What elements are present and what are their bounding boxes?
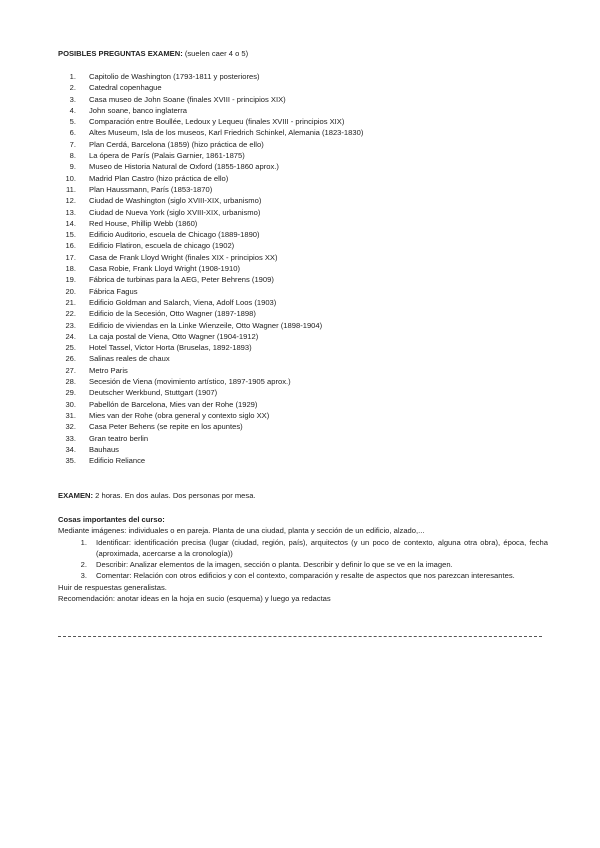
list-item: 12. Ciudad de Washington (siglo XVIII-XIX, urbanismo) [65,196,262,206]
important-section [58,514,548,604]
step-identificar: Identificar: identificación precisa (lugar (ciudad, región, país), arquitectos (y un poco de contexto, alguna otra obra), época, fecha (aproximada, acercarse a la cronología)) [96,537,548,558]
list-item: 20. Fábrica Fagus [65,286,138,296]
note-generalistas: Huir de respuestas generalistas. [58,582,167,592]
question-text: Edificio Reliance [89,456,146,466]
question-text: Edificio de viviendas en la Linke Wienzeile, Otto Wagner (1898-1904) [89,320,323,330]
question-text: Mies van der Rohe (obra general y contexto siglo XX) [89,410,270,420]
question-text: Edificio Auditorio, escuela de Chicago (1889-1890) [89,230,260,240]
list-item: 30. Pabellón de Barcelona, Mies van der Rohe (1929) [65,399,258,409]
list-item: 26. Salinas reales de chaux [65,354,170,364]
exam-questions-heading [58,48,248,59]
question-text: Edificio Flatiron, escuela de chicago (1902) [89,241,235,251]
important-intro: Mediante imágenes: individuales o en pareja. Planta de una ciudad, planta y sección de un edificio, alzado,... [58,526,425,536]
question-text: Secesión de Viena (movimiento artístico, 1897-1905 aprox.) [89,377,291,387]
question-text: Capitolio de Washington (1793-1811 y posteriores) [89,72,260,81]
exam-label: EXAMEN: [58,491,94,500]
question-text: Comparación entre Boullée, Ledoux y Lequeu (finales XVIII - principios XIX) [89,117,345,127]
question-text: Madrid Plan Castro (hizo práctica de ello) [89,173,229,183]
question-text: Altes Museum, Isla de los museos, Karl Friedrich Schinkel, Alemania (1823-1830) [89,128,364,138]
list-item: 21. Edificio Goldman and Salarch, Viena, Adolf Loos (1903) [65,297,277,307]
step-describir: Describir: Analizar elementos de la imagen, sección o planta. Describir y definir lo que se ve en la imagen. [96,560,453,570]
list-item: 34. Bauhaus [65,444,119,454]
question-text: Metro Paris [89,365,128,375]
question-text: Casa Robie, Frank Lloyd Wright (1908-1910) [89,264,240,274]
list-item: 17. Casa de Frank Lloyd Wright (finales XIX - principios XX) [65,252,278,262]
list-item: 18. Casa Robie, Frank Lloyd Wright (1908-1910) [65,264,240,274]
question-text: Pabellón de Barcelona, Mies van der Rohe (1929) [89,399,258,409]
question-text: Bauhaus [89,444,119,454]
list-item: 31. Mies van der Rohe (obra general y contexto siglo XX) [65,410,270,420]
exam-text: 2 horas. En dos aulas. Dos personas por mesa. [93,491,256,500]
question-text: Museo de Historia Natural de Oxford (1855-1860 aprox.) [89,162,279,172]
note-recomendacion: Recomendación: anotar ideas en la hoja en sucio (esquema) y luego ya redactas [58,594,331,604]
question-text: Fábrica Fagus [89,286,138,296]
list-item: 1. Capitolio de Washington (1793-1811 y posteriores) [69,72,260,81]
list-item: 4. John soane, banco inglaterra [69,105,187,115]
question-text: Casa de Frank Lloyd Wright (finales XIX - principios XX) [89,252,278,262]
list-item: 35. Edificio Reliance [65,456,146,466]
list-item: 5. Comparación entre Boullée, Ledoux y Lequeu (finales XVIII - principios XIX) [69,117,345,127]
heading-title: POSIBLES PREGUNTAS EXAMEN: [58,49,183,58]
question-text: Casa Peter Behens (se repite en los apuntes) [89,422,243,432]
list-item: 23. Edificio de viviendas en la Linke Wienzeile, Otto Wagner (1898-1904) [65,320,323,330]
list-item: 6. Altes Museum, Isla de los museos, Karl Friedrich Schinkel, Alemania (1823-1830) [69,128,364,138]
list-item: 14. Red House, Phillip Webb (1860) [65,218,198,228]
list-item: 2. Catedral copenhague [69,83,162,93]
question-text: Edificio Goldman and Salarch, Viena, Adolf Loos (1903) [89,297,277,307]
question-text: Casa museo de John Soane (finales XVIII - principios XIX) [89,94,286,104]
question-text: Plan Haussmann, París (1853-1870) [89,184,213,194]
question-text: John soane, banco inglaterra [89,105,187,115]
list-item: 25. Hotel Tassel, Victor Horta (Bruselas, 1892-1893) [65,343,252,353]
question-text: Catedral copenhague [89,83,162,93]
question-text: Red House, Phillip Webb (1860) [89,218,198,228]
list-item: 3. Casa museo de John Soane (finales XVIII - principios XIX) [69,94,286,104]
list-item: 15. Edificio Auditorio, escuela de Chicago (1889-1890) [65,230,260,240]
list-item: 33. Gran teatro berlin [65,433,149,443]
list-item: 19. Fábrica de turbinas para la AEG, Peter Behrens (1909) [65,275,274,285]
question-text: Plan Cerdá, Barcelona (1859) (hizo práctica de ello) [89,139,264,149]
question-text: Edificio de la Secesión, Otto Wagner (1897-1898) [89,309,256,319]
dashed-divider [58,636,542,637]
steps-list [58,537,548,582]
step-comentar: Comentar: Relación con otros edificios y con el contexto, comparación y resalte de aspectos que nos parezcan interesantes. [96,571,515,581]
question-text: Fábrica de turbinas para la AEG, Peter Behrens (1909) [89,275,274,285]
list-item: 3. Comentar: Relación con otros edificios y con el contexto, comparación y resalte de aspectos que nos parezcan interesantes. [58,570,548,581]
list-item: 8. La ópera de París (Palais Garnier, 1861-1875) [69,151,245,161]
list-item: 24. La caja postal de Viena, Otto Wagner (1904-1912) [65,331,259,341]
question-text: La ópera de París (Palais Garnier, 1861-1875) [89,151,245,161]
question-text: Deutscher Werkbund, Stuttgart (1907) [89,388,218,398]
question-text: Gran teatro berlin [89,433,149,443]
list-item: 16. Edificio Flatiron, escuela de chicago (1902) [65,241,235,251]
list-item: 27. Metro Paris [65,365,128,375]
question-text: Hotel Tassel, Victor Horta (Bruselas, 1892-1893) [89,343,252,353]
heading-note: (suelen caer 4 o 5) [182,49,249,58]
questions-list [58,71,363,466]
question-text: La caja postal de Viena, Otto Wagner (1904-1912) [89,331,259,341]
list-item: 29. Deutscher Werkbund, Stuttgart (1907) [65,388,218,398]
list-item: 9. Museo de Historia Natural de Oxford (1855-1860 aprox.) [69,162,279,172]
list-item: 22. Edificio de la Secesión, Otto Wagner (1897-1898) [65,309,256,319]
important-title: Cosas importantes del curso: [58,515,165,524]
question-text: Ciudad de Washington (siglo XVIII-XIX, urbanismo) [89,196,262,206]
list-item: 7. Plan Cerdá, Barcelona (1859) (hizo práctica de ello) [69,139,264,149]
list-item: 1. Identificar: identificación precisa (lugar (ciudad, región, país), arquitectos (y un poco de contexto, alguna otra obra), época, fecha (aproximada, acercarse a la cronología)) [80,537,548,558]
question-text: Ciudad de Nueva York (siglo XVIII-XIX, urbanismo) [89,207,261,217]
exam-info [58,490,256,501]
list-item: 2. Describir: Analizar elementos de la imagen, sección o planta. Describir y definir lo que se ve en la imagen. [58,559,548,570]
list-item: 28. Secesión de Viena (movimiento artístico, 1897-1905 aprox.) [65,377,291,387]
question-text: Salinas reales de chaux [89,354,170,364]
list-item: 10. Madrid Plan Castro (hizo práctica de ello) [65,173,229,183]
list-item: 11. Plan Haussmann, París (1853-1870) [66,184,213,194]
list-item: 13. Ciudad de Nueva York (siglo XVIII-XIX, urbanismo) [65,207,261,217]
list-item: 32. Casa Peter Behens (se repite en los apuntes) [65,422,243,432]
